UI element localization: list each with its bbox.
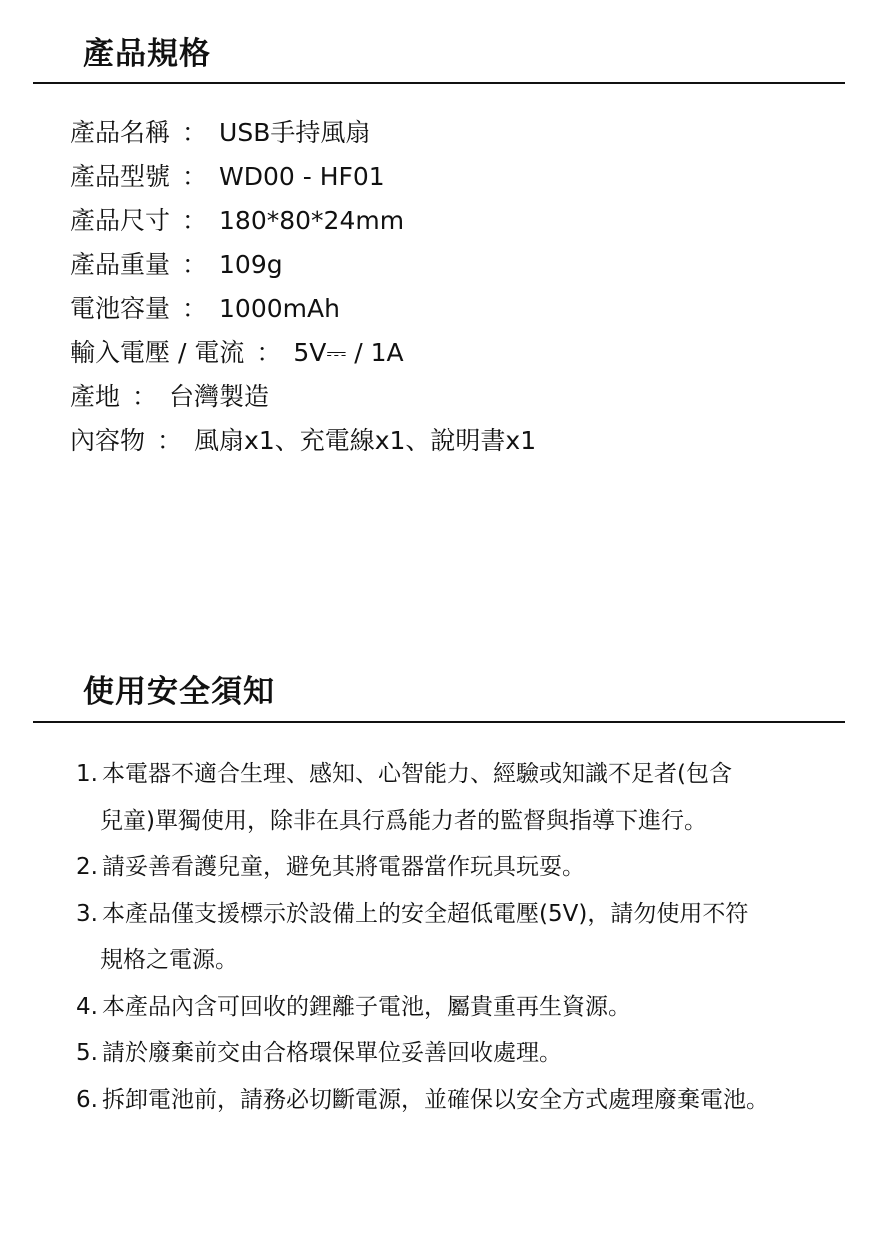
spec-value: USB手持風扇 bbox=[219, 118, 371, 147]
spec-separator: ： bbox=[182, 294, 208, 323]
safety-section-divider bbox=[33, 721, 845, 723]
spec-value: 5V⎓ / 1A bbox=[293, 338, 404, 367]
note-text: 規格之電源。 bbox=[100, 947, 238, 973]
safety-note-6 bbox=[76, 1077, 856, 1124]
note-text: 請妥善看護兒童，避免其將電器當作玩具玩耍。 bbox=[102, 854, 585, 880]
note-number: 1. bbox=[76, 761, 98, 787]
spec-row-battery bbox=[70, 287, 536, 331]
spec-row-size bbox=[70, 199, 536, 243]
safety-note-2 bbox=[76, 844, 856, 891]
spec-label: 輸入電壓 / 電流 bbox=[70, 338, 245, 367]
safety-note-3 bbox=[76, 891, 856, 938]
spec-separator: ： bbox=[256, 338, 282, 367]
safety-note-3-continued bbox=[76, 937, 856, 984]
spec-label: 產品尺寸 bbox=[70, 206, 171, 235]
note-text: 請於廢棄前交由合格環保單位妥善回收處理。 bbox=[102, 1040, 562, 1066]
spec-section-divider bbox=[33, 82, 845, 84]
note-text: 拆卸電池前，請務必切斷電源，並確保以安全方式處理廢棄電池。 bbox=[102, 1086, 769, 1113]
spec-separator: ： bbox=[182, 206, 208, 235]
note-number: 6. bbox=[76, 1086, 98, 1113]
spec-row-origin bbox=[70, 375, 536, 419]
spec-separator: ： bbox=[157, 426, 183, 455]
spec-label: 產品重量 bbox=[70, 250, 171, 279]
safety-note-1 bbox=[76, 751, 856, 798]
note-text: 本電器不適合生理、感知、心智能力、經驗或知識不足者(包含 bbox=[102, 761, 732, 787]
note-number: 5. bbox=[76, 1040, 98, 1066]
spec-label: 內容物 bbox=[70, 426, 146, 455]
spec-value: 109g bbox=[219, 250, 283, 279]
spec-row-contents bbox=[70, 419, 536, 463]
spec-label: 產地 bbox=[70, 382, 121, 411]
spec-row-product-name bbox=[70, 111, 536, 155]
spec-value: WD00 - HF01 bbox=[219, 162, 385, 191]
spec-row-weight bbox=[70, 243, 536, 287]
spec-value: 180*80*24mm bbox=[219, 206, 405, 235]
spec-label: 電池容量 bbox=[70, 294, 171, 323]
note-text: 兒童)單獨使用，除非在具行爲能力者的監督與指導下進行。 bbox=[100, 807, 707, 834]
spec-separator: ： bbox=[182, 250, 208, 279]
note-number: 4. bbox=[76, 993, 98, 1020]
safety-note-1-continued bbox=[76, 798, 856, 845]
spec-label: 產品型號 bbox=[70, 162, 171, 191]
spec-value: 風扇x1、充電線x1、說明書x1 bbox=[194, 426, 537, 455]
spec-value: 1000mAh bbox=[219, 294, 340, 323]
spec-separator: ： bbox=[182, 118, 208, 147]
spec-value: 台灣製造 bbox=[169, 382, 270, 411]
spec-section-title: 產品規格 bbox=[83, 36, 211, 72]
note-text: 本產品僅支援標示於設備上的安全超低電壓(5V)，請勿使用不符 bbox=[102, 900, 749, 927]
spec-label: 產品名稱 bbox=[70, 118, 171, 147]
note-number: 3. bbox=[76, 900, 98, 927]
note-number: 2. bbox=[76, 854, 98, 880]
spec-separator: ： bbox=[132, 382, 158, 411]
safety-note-5 bbox=[76, 1030, 856, 1077]
spec-list bbox=[70, 111, 536, 463]
spec-row-input bbox=[70, 331, 536, 375]
safety-section-title: 使用安全須知 bbox=[83, 674, 275, 710]
spec-separator: ： bbox=[182, 162, 208, 191]
safety-note-4 bbox=[76, 984, 856, 1031]
note-text: 本產品內含可回收的鋰離子電池，屬貴重再生資源。 bbox=[102, 993, 631, 1020]
safety-notes-list bbox=[76, 751, 856, 1123]
spec-row-model bbox=[70, 155, 536, 199]
